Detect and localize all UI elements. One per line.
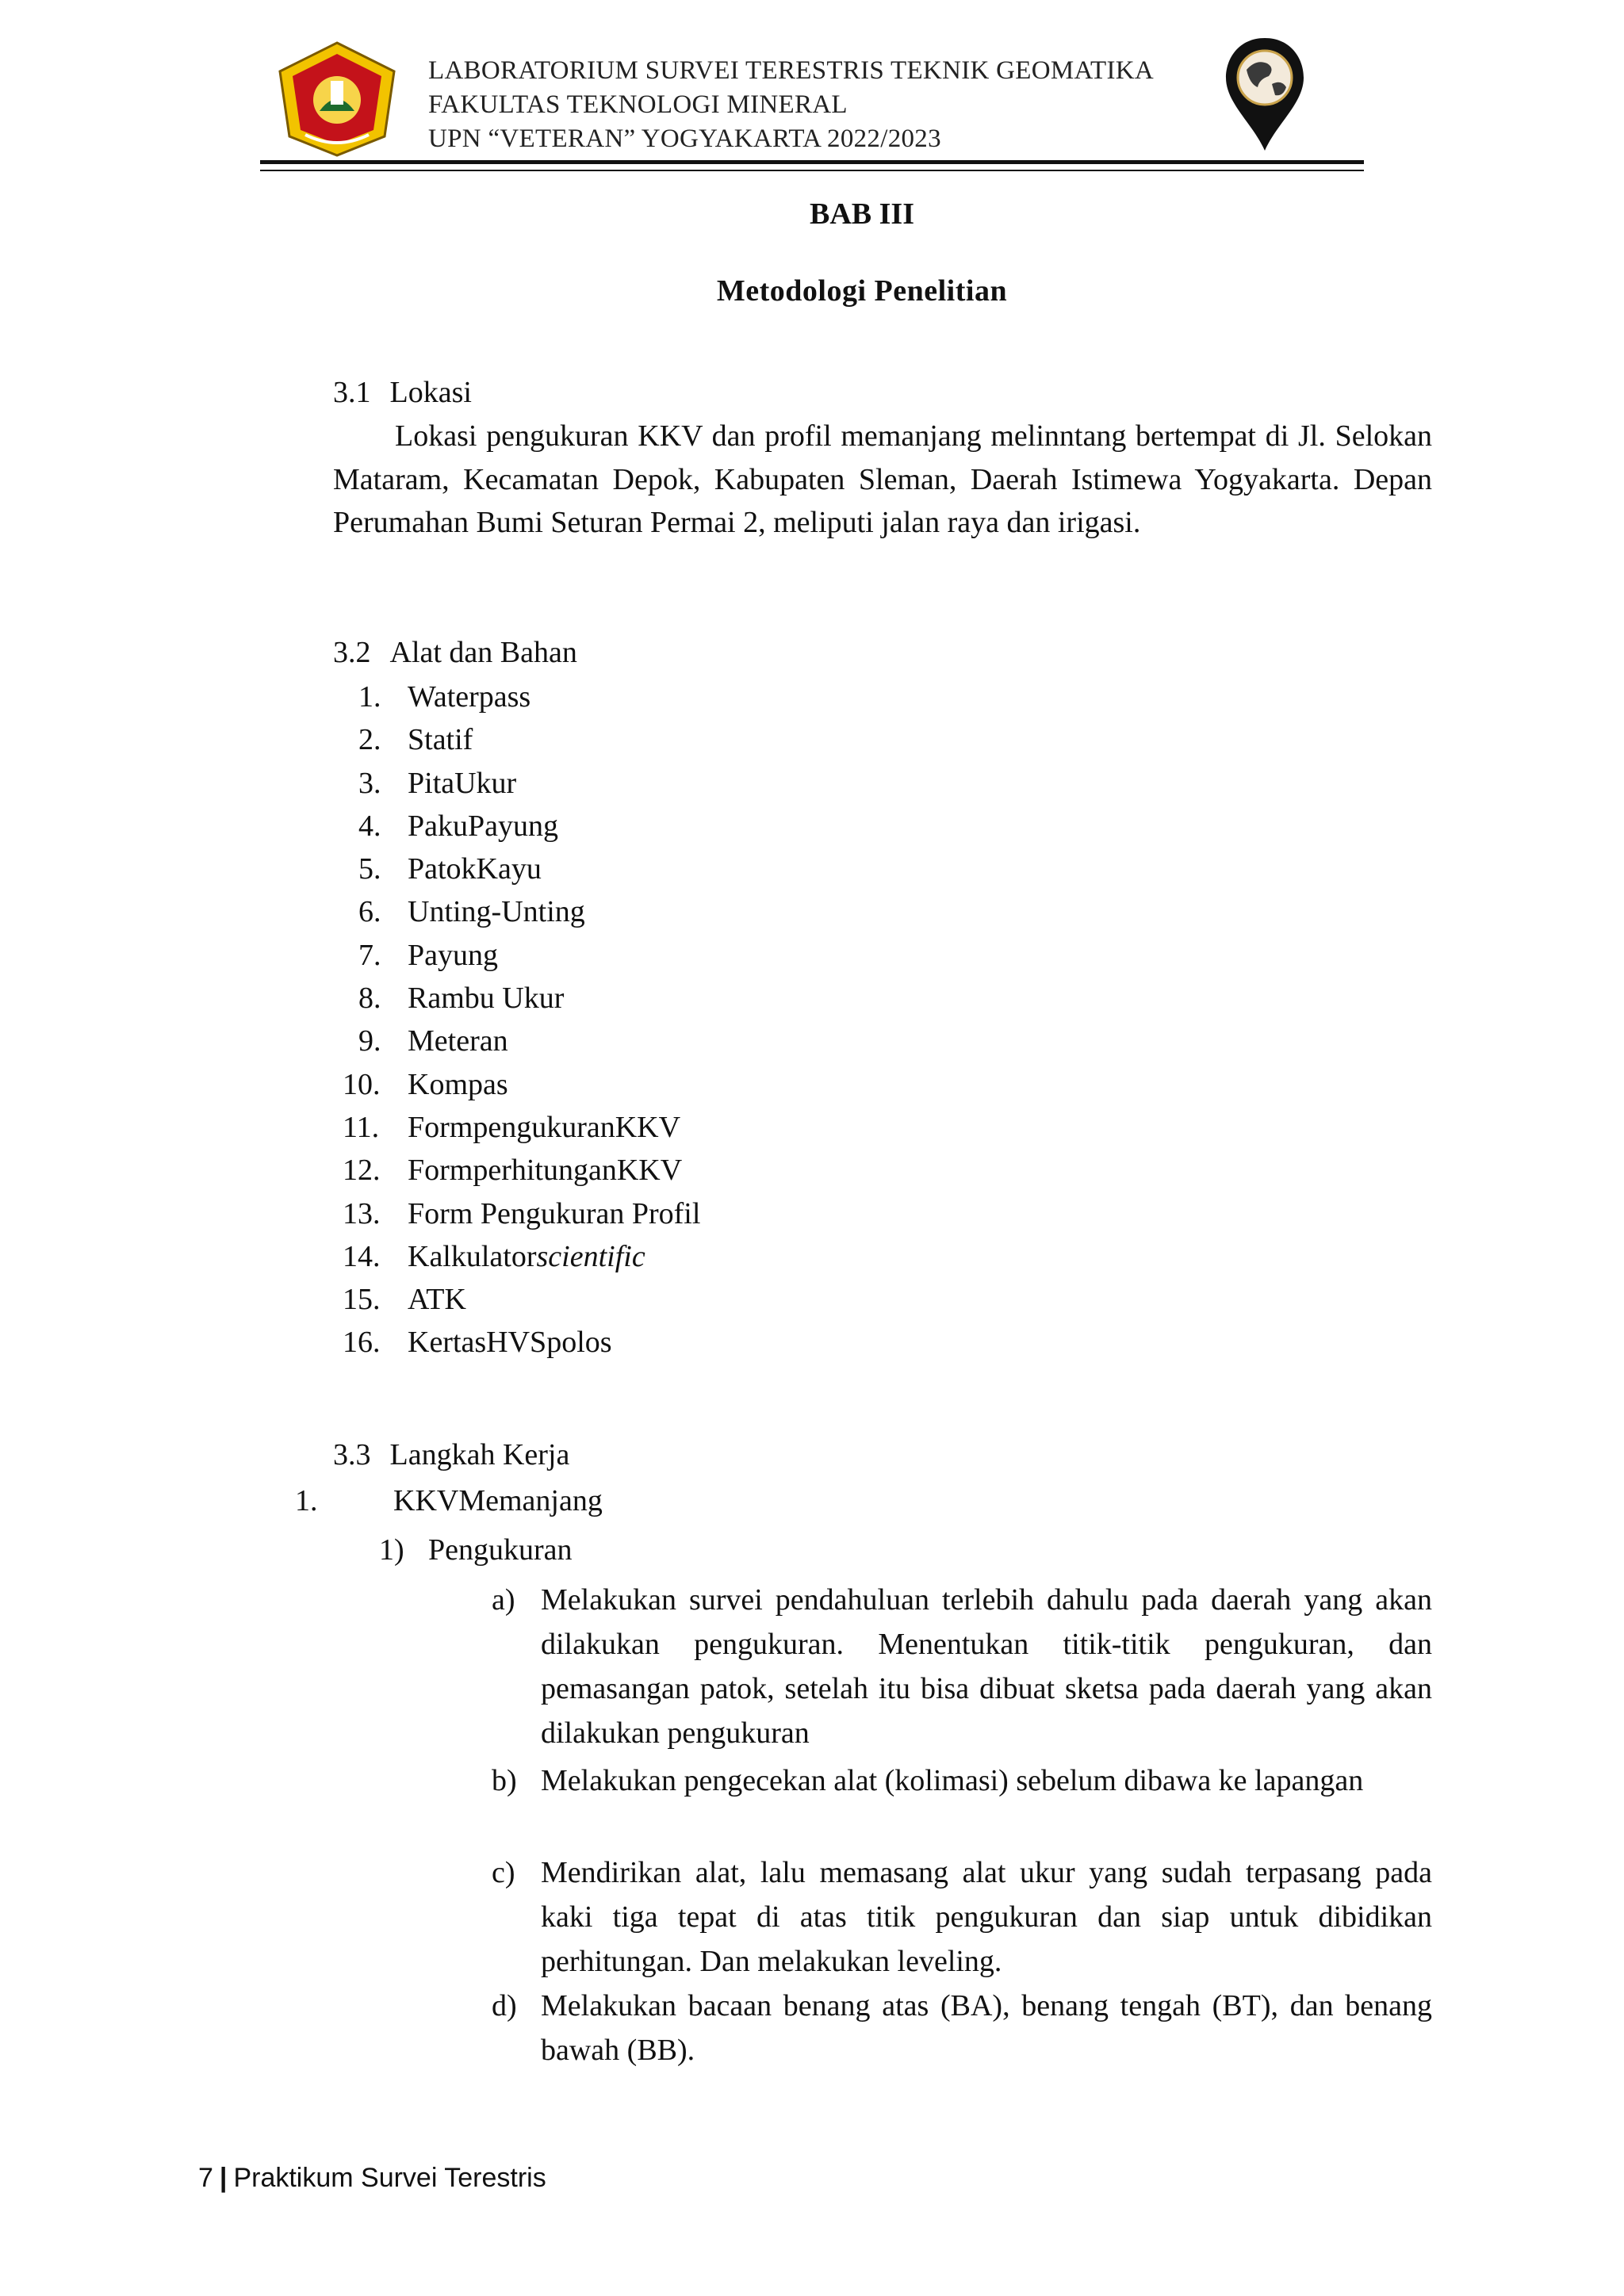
item-number: 9.: [358, 1024, 381, 1058]
item-text: Waterpass: [408, 680, 531, 714]
item-number: 3.: [358, 766, 381, 800]
section-number: 3.1: [333, 376, 371, 409]
item-number: 15.: [343, 1283, 381, 1317]
item-text: Kompas: [408, 1067, 508, 1101]
list-item: [343, 1235, 700, 1278]
list-item: [358, 848, 700, 890]
list-item: [492, 1758, 1432, 1803]
item-number: 5.: [358, 852, 381, 886]
list-item: [343, 1106, 700, 1149]
lokasi-paragraph: [333, 415, 1432, 545]
section-number: 3.2: [333, 636, 371, 669]
footer-separator: |: [219, 2163, 228, 2193]
item-number: 1.: [358, 680, 381, 714]
item-text: ATK: [408, 1283, 466, 1317]
list-item: [358, 977, 700, 1020]
item-text: FormperhitunganKKV: [408, 1154, 683, 1188]
item-text: Melakukan pengecekan alat (kolimasi) sebelum dibawa ke lapangan: [541, 1764, 1364, 1797]
item-text: Mendirikan alat, lalu memasang alat ukur yang sudah terpasang pada kaki tiga tepat di atas titik pengukuran dan siap untuk dibidikan perhitungan. Dan melakukan leveling.: [541, 1856, 1432, 1978]
header-line-2: FAKULTAS TEKNOLOGI MINERAL: [428, 90, 848, 119]
item-label: c): [492, 1856, 515, 1889]
item-number: 10.: [343, 1067, 381, 1101]
item-number: 14.: [343, 1239, 381, 1273]
item-text: Statif: [408, 723, 473, 757]
item-number: 16.: [343, 1326, 381, 1360]
institution-header: [428, 54, 1154, 156]
item-label: d): [492, 1989, 517, 2022]
item-text: Payung: [408, 938, 498, 972]
item-text: KertasHVSpolos: [408, 1326, 612, 1360]
list-item: [492, 1984, 1432, 2072]
list-item: [492, 1850, 1432, 1984]
item-text: PatokKayu: [408, 852, 542, 886]
item-number: 4.: [358, 809, 381, 843]
chapter-title: Metodologi Penelitian: [716, 274, 1008, 308]
section-heading-alat: [333, 631, 577, 674]
paragraph-text: Lokasi pengukuran KKV dan profil memanjang melinntang bertempat di Jl. Selokan Mataram, Kecamatan Depok, Kabupaten Sleman, Daerah Istimewa Yogyakarta. Depan Perumahan Bumi Seturan Permai 2, meliputi jalan raya dan irigasi.: [333, 419, 1432, 539]
page-footer: [198, 2163, 546, 2194]
list-item: [358, 762, 700, 805]
item-number: 6.: [358, 895, 381, 929]
item-text: Unting-Unting: [408, 895, 585, 929]
header-divider: [260, 160, 1364, 164]
list-item: [343, 1192, 701, 1235]
list-item: [358, 890, 700, 933]
step-heading: Pengukuran: [428, 1533, 573, 1567]
geomatics-pin-globe-icon: [1221, 35, 1308, 154]
item-text: Kalkulator: [408, 1239, 537, 1273]
item-label: b): [492, 1764, 517, 1797]
sub-number: 1.: [295, 1484, 318, 1517]
section-title: Alat dan Bahan: [389, 636, 577, 669]
item-number: 11.: [343, 1110, 380, 1144]
item-text: Rambu Ukur: [408, 982, 565, 1016]
item-text: Form Pengukuran Profil: [408, 1196, 701, 1230]
list-item: [358, 675, 700, 718]
list-item: [343, 1321, 700, 1364]
section-heading-lokasi: [333, 371, 472, 414]
step-number: 1): [379, 1533, 404, 1567]
item-text-italic: scientific: [536, 1239, 645, 1273]
list-item: [358, 805, 700, 848]
header-line-1: LABORATORIUM SURVEI TERESTRIS TEKNIK GEOMATIKA: [428, 56, 1155, 85]
page-number: 7: [198, 2163, 213, 2193]
item-text: Meteran: [408, 1024, 508, 1058]
list-item: [343, 1063, 700, 1106]
chapter-number: BAB III: [810, 197, 914, 231]
item-number: 7.: [358, 938, 381, 972]
section-title: Lokasi: [389, 376, 472, 409]
university-seal-icon: [274, 40, 400, 159]
item-text: Melakukan bacaan benang atas (BA), benang tengah (BT), dan benang bawah (BB).: [541, 1989, 1432, 2067]
item-number: 12.: [343, 1154, 381, 1188]
section-heading-langkah: [333, 1433, 569, 1476]
list-item: [358, 934, 700, 977]
section-number: 3.3: [333, 1438, 371, 1471]
tools-list: [343, 675, 701, 1364]
item-number: 8.: [358, 982, 381, 1016]
item-text: FormpengukuranKKV: [408, 1110, 681, 1144]
sub-heading: KKVMemanjang: [393, 1484, 603, 1517]
item-text: PitaUkur: [408, 766, 517, 800]
header-line-3: UPN “VETERAN” YOGYAKARTA 2022/2023: [428, 124, 941, 153]
footer-label: Praktikum Survei Terestris: [233, 2163, 546, 2193]
list-item: [492, 1578, 1432, 1755]
item-number: 13.: [343, 1196, 381, 1230]
item-label: a): [492, 1583, 515, 1617]
list-item: [358, 1020, 700, 1062]
item-text: PakuPayung: [408, 809, 558, 843]
header-divider-thin: [260, 170, 1364, 171]
list-item: [343, 1278, 700, 1321]
section-title: Langkah Kerja: [389, 1438, 570, 1471]
item-number: 2.: [358, 723, 381, 757]
list-item: [343, 1149, 700, 1192]
item-text: Melakukan survei pendahuluan terlebih dahulu pada daerah yang akan dilakukan pengukuran. Menentukan titik-titik pengukuran, dan pemasangan patok, setelah itu bisa dibuat sketsa pada daerah yang akan dilakukan pengukuran: [541, 1583, 1432, 1750]
list-item: [358, 718, 700, 761]
